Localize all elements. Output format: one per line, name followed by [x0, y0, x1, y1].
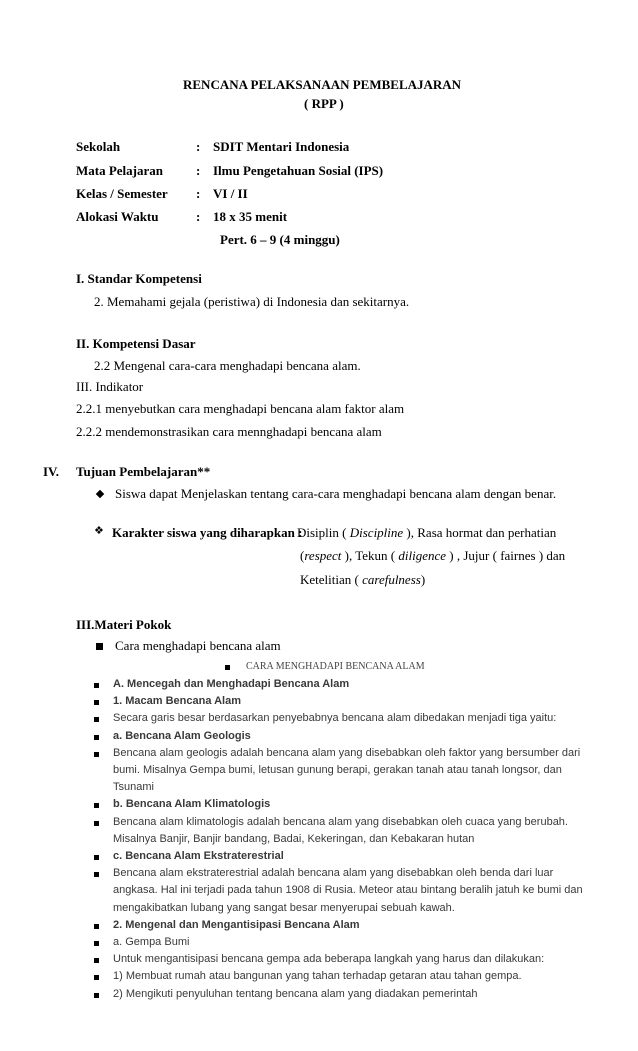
content-line: mengakibatkan lubang yang sangat besar menyerupai sebuah kawah. — [113, 901, 455, 914]
identity-label: Sekolah — [76, 139, 121, 154]
identity-separator: : — [196, 139, 201, 154]
karakter-line-2 — [300, 548, 565, 564]
square-bullet-icon — [94, 683, 99, 688]
document-title: RENCANA PELAKSANAAN PEMBELAJARAN — [183, 77, 462, 92]
diamond-bullet-icon — [96, 490, 104, 498]
identity-separator: : — [196, 209, 201, 224]
content-line: Bencana alam klimatologis adalah bencana alam yang disebabkan oleh cuaca yang berubah. — [113, 815, 568, 828]
materi-item: Cara menghadapi bencana alam — [115, 638, 281, 653]
indikator-item: 2.2.2 mendemonstrasikan cara mennghadapi bencana alam — [76, 424, 382, 439]
four-diamond-bullet-icon: ❖ — [94, 524, 104, 537]
square-bullet-icon — [94, 958, 99, 963]
karakter-text: ) , Jujur ( fairnes ) dan — [446, 548, 566, 563]
tujuan-heading: Tujuan Pembelajaran** — [76, 464, 211, 479]
content-line: Untuk mengantisipasi bencana gempa ada beberapa langkah yang harus dan dilakukan: — [113, 953, 545, 966]
sk-item: 2. Memahami gejala (peristiwa) di Indonesia dan sekitarnya. — [94, 294, 410, 309]
square-bullet-icon — [94, 821, 99, 826]
square-bullet-icon — [94, 717, 99, 722]
content-line: Misalnya Banjir, Banjir bandang, Badai, Kekeringan, dan Kebakaran hutan — [113, 832, 475, 845]
karakter-text: Ketelitian ( — [300, 572, 363, 587]
content-line: Secara garis besar berdasarkan penyebabnya bencana alam dibedakan menjadi tiga yaitu: — [113, 712, 557, 725]
content-line: 2) Mengikuti penyuluhan tentang bencana alam yang diadakan pemerintah — [113, 987, 478, 1000]
square-bullet-icon — [94, 752, 99, 757]
karakter-text: ) — [420, 572, 426, 587]
karakter-text: ( — [300, 548, 305, 563]
indikator-heading: III. Indikator — [76, 379, 144, 394]
identity-value: VI / II — [213, 186, 248, 201]
identity-extra: Pert. 6 – 9 (4 minggu) — [220, 232, 340, 247]
identity-separator: : — [196, 186, 201, 201]
content-line: Bencana alam geologis adalah bencana alam yang disebabkan oleh faktor yang bersumber dari — [113, 746, 581, 759]
identity-value: 18 x 35 menit — [213, 209, 288, 224]
karakter-line-3 — [300, 572, 425, 588]
square-bullet-icon — [96, 643, 103, 650]
square-bullet-icon — [94, 993, 99, 998]
identity-label: Kelas / Semester — [76, 186, 168, 201]
kd-item: 2.2 Mengenal cara-cara menghadapi bencana alam. — [94, 358, 361, 373]
identity-label: Mata Pelajaran — [76, 163, 164, 178]
karakter-text: respect — [304, 548, 342, 563]
square-bullet-icon — [94, 803, 99, 808]
content-heading: CARA MENGHADAPI BENCANA ALAM — [246, 661, 425, 672]
content-line: Tsunami — [113, 781, 154, 794]
content-line: 1) Membuat rumah atau bangunan yang tahan terhadap getaran atau tahan gempa. — [113, 970, 522, 983]
square-bullet-icon — [94, 872, 99, 877]
content-line: angkasa. Hal ini terjadi pada tahun 1908 di Rusia. Meteor atau bintang beralih jatuh ke bumi dan — [113, 884, 583, 897]
identity-value: SDIT Mentari Indonesia — [213, 139, 350, 154]
content-line: a. Gempa Bumi — [113, 936, 190, 948]
karakter-text: ), Rasa hormat dan perhatian — [403, 525, 557, 540]
sk-heading: I. Standar Kompetensi — [76, 271, 202, 286]
karakter-text: ), Tekun ( — [341, 548, 399, 563]
content-line: c. Bencana Alam Ekstraterestrial — [113, 850, 284, 862]
square-bullet-icon — [94, 735, 99, 740]
indikator-item: 2.2.1 menyebutkan cara menghadapi bencana alam faktor alam — [76, 401, 405, 416]
square-bullet-icon — [94, 924, 99, 929]
tujuan-number: IV. — [43, 464, 60, 479]
document-subtitle: ( RPP ) — [304, 96, 344, 111]
content-line: b. Bencana Alam Klimatologis — [113, 798, 271, 811]
karakter-line-1 — [297, 525, 556, 541]
identity-separator: : — [196, 163, 201, 178]
content-line: 1. Macam Bencana Alam — [113, 695, 241, 708]
karakter-text: carefulness — [362, 572, 421, 587]
identity-label: Alokasi Waktu — [76, 209, 159, 224]
content-line: bumi. Misalnya Gempa bumi, letusan gunung berapi, gerakan tanah atau tanah longsor, dan — [113, 764, 562, 776]
karakter-label: Karakter siswa yang diharapkan : — [112, 525, 303, 540]
content-line: a. Bencana Alam Geologis — [113, 729, 251, 742]
content-line: Bencana alam ekstraterestrial adalah bencana alam yang disebabkan oleh benda dari luar — [113, 867, 554, 880]
square-bullet-icon — [94, 700, 99, 705]
square-bullet-icon — [94, 941, 99, 946]
materi-heading: III.Materi Pokok — [76, 617, 172, 632]
kd-heading: II. Kompetensi Dasar — [76, 336, 196, 351]
square-bullet-icon — [94, 975, 99, 980]
content-line: 2. Mengenal dan Mengantisipasi Bencana Alam — [113, 918, 360, 931]
karakter-text: diligence — [398, 548, 447, 563]
identity-value: Ilmu Pengetahuan Sosial (IPS) — [213, 163, 384, 178]
karakter-text: Discipline — [349, 525, 404, 540]
content-line: A. Mencegah dan Menghadapi Bencana Alam — [113, 678, 350, 690]
square-bullet-icon — [94, 855, 99, 860]
tujuan-item: Siswa dapat Menjelaskan tentang cara-cara menghadapi bencana alam dengan benar. — [115, 486, 557, 501]
square-bullet-icon — [225, 665, 230, 670]
karakter-text: Disiplin ( — [297, 525, 350, 540]
